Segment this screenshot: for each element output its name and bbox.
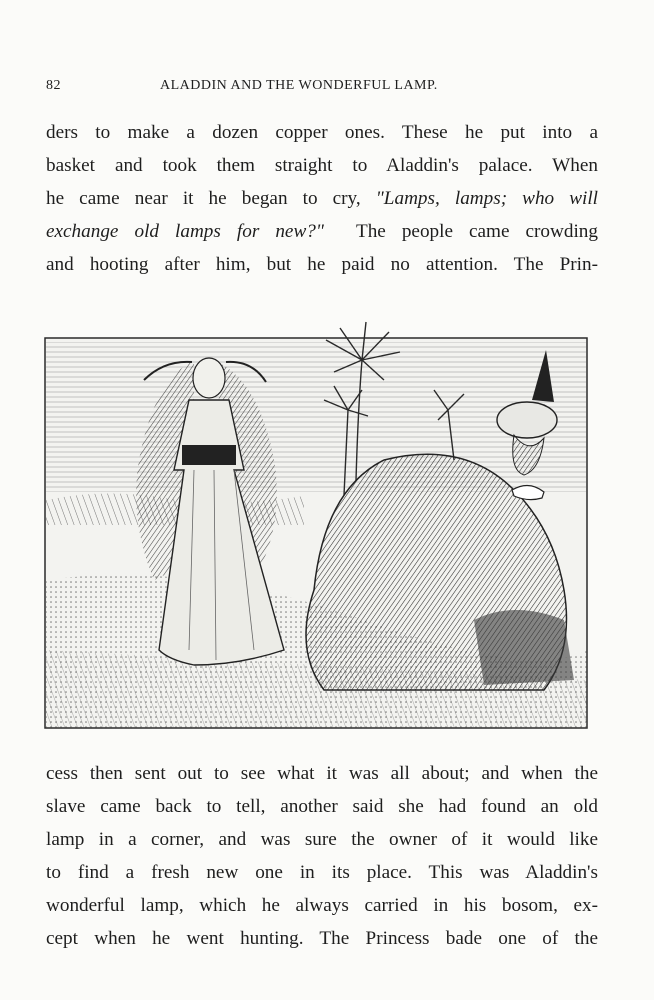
page-number: 82	[46, 78, 61, 93]
italic-quote: exchange old lamps for new?"	[46, 221, 324, 242]
text-line: ders to make a dozen copper ones. These he put into a	[46, 122, 598, 143]
text-line	[46, 215, 598, 248]
italic-quote: "Lamps, lamps; who will	[375, 188, 599, 209]
text-segment: The people came crowding	[355, 221, 598, 242]
text-line: wonderful lamp, which he always carried in his bosom, ex-	[46, 895, 598, 916]
rock-shadow	[474, 610, 574, 685]
sash	[182, 445, 236, 465]
text-line: basket and took them straight to Aladdin's palace. When	[46, 155, 598, 176]
text-line: lamp in a corner, and was sure the owner of it would like	[46, 829, 598, 850]
text-segment: he came near it he began to cry,	[46, 188, 361, 209]
text-line: cept when he went hunting. The Princess bade one of the	[46, 928, 598, 949]
running-head	[0, 78, 654, 100]
top-paragraph	[46, 116, 598, 281]
book-title: ALADDIN AND THE WONDERFUL LAMP.	[160, 78, 438, 93]
bottom-paragraph	[46, 757, 598, 955]
text-line: cess then sent out to see what it was all about; and when the	[46, 763, 598, 784]
text-line	[46, 182, 598, 215]
illustration-svg	[44, 320, 589, 730]
text-line: and hooting after him, but he paid no attention. The Prin-	[46, 254, 598, 275]
text-line: slave came back to tell, another said she had found an old	[46, 796, 598, 817]
engraving-illustration	[44, 320, 589, 730]
text-line: to find a fresh new one in its place. This was Aladdin's	[46, 862, 598, 883]
